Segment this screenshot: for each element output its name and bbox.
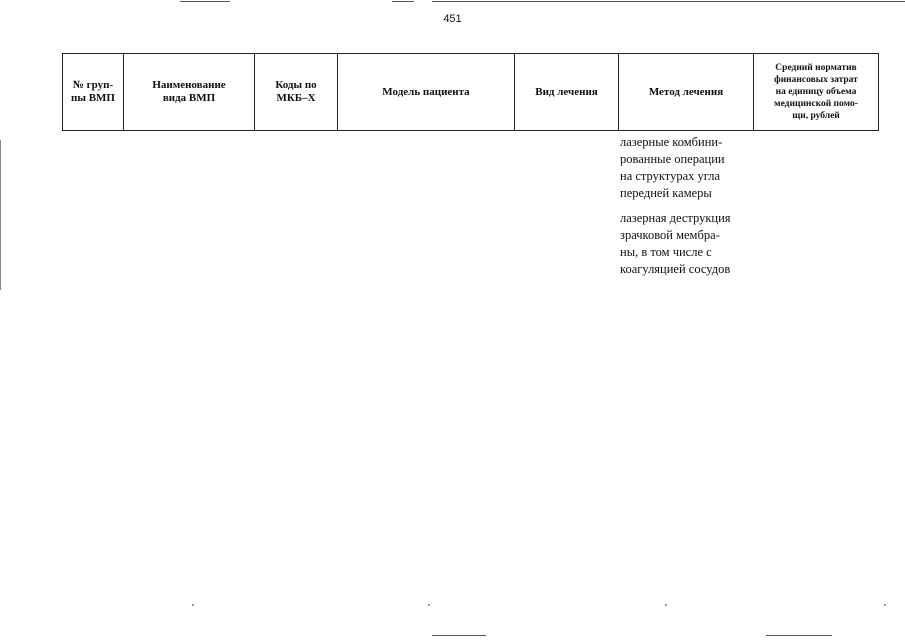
top-scan-line	[180, 1, 230, 2]
top-scan-line	[432, 1, 905, 2]
average-cost-label: Средний норматив финансовых затрат на единицу объема медицинской помо- щи, рублей	[774, 63, 858, 121]
page-left-edge	[0, 140, 1, 290]
column-header-icd-codes	[255, 54, 338, 131]
treatment-method-item: лазерные комбини- рованные операции на структурах угла передней камеры	[620, 135, 725, 200]
header-row	[63, 54, 879, 131]
column-header-treatment-type	[515, 54, 619, 131]
treatment-method-item: лазерная деструкция зрачковой мембра- ны, в том числе с коагуляцией сосудов	[620, 211, 731, 276]
column-header-average-cost	[754, 54, 879, 131]
scan-speck	[428, 604, 430, 606]
column-header-patient-model	[338, 54, 515, 131]
column-header-group-number	[63, 54, 124, 131]
bottom-scan-line	[766, 635, 832, 636]
page-number: 451	[443, 13, 462, 25]
group-number-label: № груп- пы ВМП	[71, 79, 115, 104]
patient-model-label: Модель пациента	[382, 85, 470, 98]
treatment-method-label: Метод лечения	[648, 85, 724, 98]
icd-codes-label: Коды по МКБ–Х	[275, 79, 317, 104]
column-header-treatment-method	[619, 54, 754, 131]
column-header-vmp-name	[124, 54, 255, 131]
bottom-scan-line	[432, 635, 486, 636]
scan-speck	[192, 604, 194, 606]
scan-speck	[884, 604, 886, 606]
vmp-name-label: Наименование вида ВМП	[152, 79, 226, 104]
header-table	[62, 53, 879, 131]
treatment-type-label: Вид лечения	[535, 85, 598, 98]
scan-speck	[665, 604, 667, 606]
top-scan-line	[392, 1, 414, 2]
